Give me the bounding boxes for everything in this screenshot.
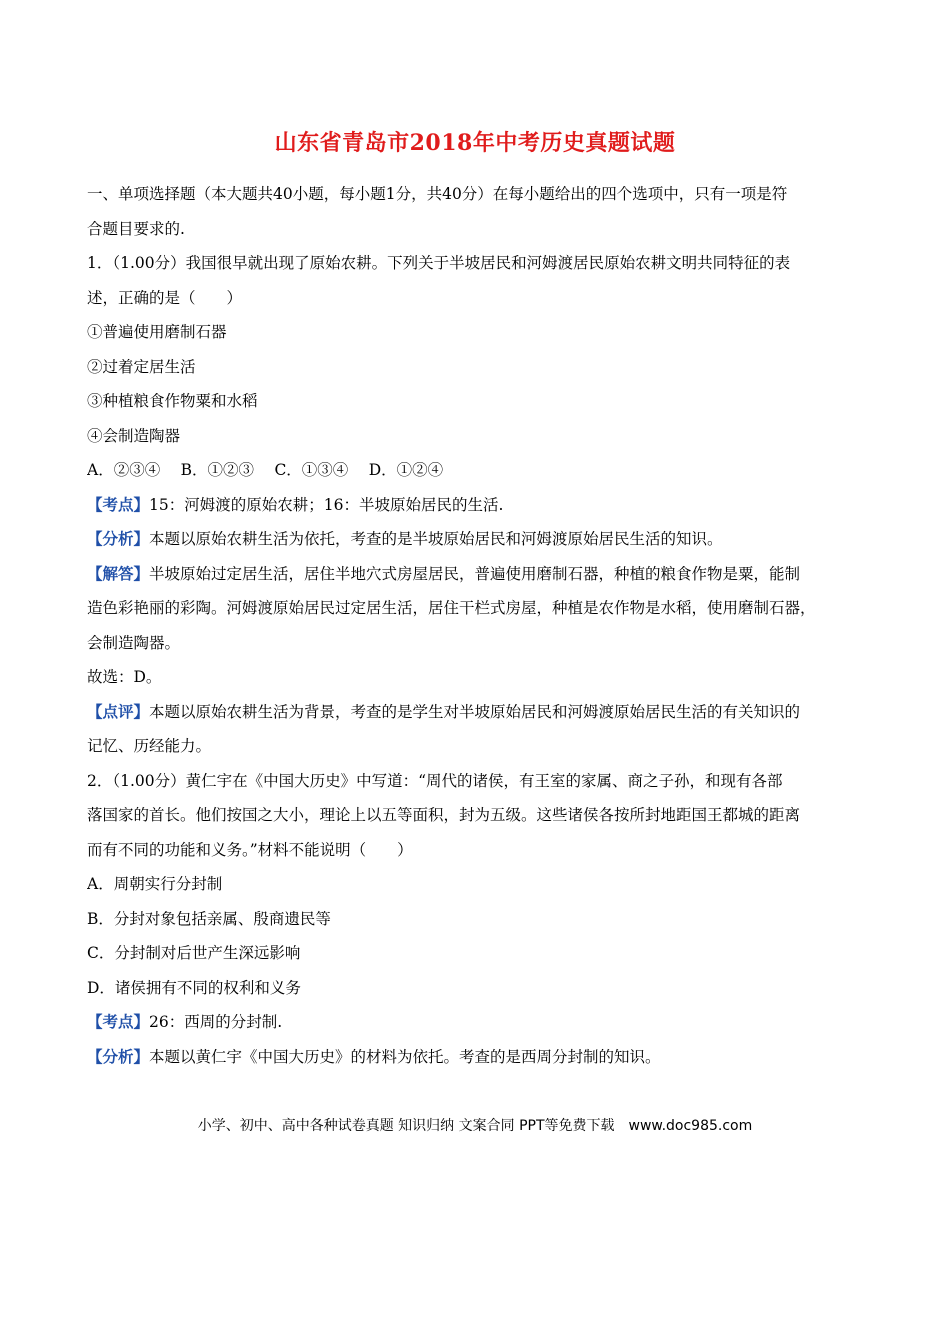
question-2-option: B．分封对象包括亲属、殷商遗民等 [87,909,331,928]
question-1-stem: 述，正确的是（ ） [87,288,243,307]
question-1-kaodian [87,488,867,523]
dianping-tag: 【点评】 [87,701,150,721]
question-2-fenxi [87,1040,867,1075]
fenxi-tag: 【分析】 [87,1046,150,1066]
question-2-kaodian [87,1005,867,1040]
question-1-item: ③种植粮食作物粟和水稻 [87,392,258,410]
question-2-stem: 落国家的首长。他们按国之大小，理论上以五等面积，封为五级。这些诸侯各按所封地距国王都城的距离 [87,806,801,824]
question-1-dianping-cont: 记忆、历经能力。 [87,737,212,755]
question-1-dianping [87,695,867,730]
kaodian-text: 26：西周的分封制. [149,1013,283,1031]
fenxi-tag: 【分析】 [87,529,150,548]
jieda-tag: 【解答】 [87,563,150,583]
question-1-jieda-cont: 造色彩艳丽的彩陶。河姆渡原始居民过定居生活，居住干栏式房屋，种植是农作物是水稻，使用磨制石器， [87,599,816,617]
fenxi-text: 本题以原始农耕生活为依托，考查的是半坡原始居民和河姆渡原始居民生活的知识。 [149,530,723,548]
question-1-item: ②过着定居生活 [87,357,196,376]
question-1-answer: 故选：D。 [87,668,162,686]
fenxi-text: 本题以黄仁宇《中国大历史》的材料为依托。考查的是西周分封制的知识。 [149,1047,661,1066]
page-title: 山东省青岛市2018年中考历史真题试题 [274,130,676,156]
section-intro-line: 一、单项选择题（本大题共40小题，每小题1分，共40分）在每小题给出的四个选项中，只有一项是符 [87,185,788,203]
jieda-text: 半坡原始过定居生活，居住半地穴式房屋居民，普遍使用磨制石器，种植的粮食作物是粟，能制 [149,564,801,583]
question-1-jieda [87,557,867,592]
question-2-option: C．分封制对后世产生深远影响 [87,944,301,962]
question-2-stem: 而有不同的功能和义务。”材料不能说明（ ） [87,840,413,859]
page-footer: 小学、初中、高中各种试卷真题 知识归纳 文案合同 PPT等免费下载 www.doc985.com [197,1118,753,1134]
question-2-option: D．诸侯拥有不同的权利和义务 [87,978,301,997]
question-1-jieda-cont: 会制造陶器。 [87,633,181,652]
question-1-options: A．②③④ B．①②③ C．①③④ D．①②④ [87,461,444,479]
document-body [87,177,867,1074]
question-1-item: ①普遍使用磨制石器 [87,323,227,341]
question-1-item: ④会制造陶器 [87,426,181,445]
question-1-fenxi [87,522,867,557]
question-1-stem: 1．（1.00分）我国很早就出现了原始农耕。下列关于半坡居民和河姆渡居民原始农耕文明共同特征的表 [87,254,791,272]
question-2-option: A．周朝实行分封制 [87,875,223,893]
kaodian-tag: 【考点】 [87,494,150,514]
section-intro-line: 合题目要求的. [87,219,185,238]
kaodian-text: 15：河姆渡的原始农耕；16：半坡原始居民的生活. [149,495,504,514]
question-2-stem: 2．（1.00分）黄仁宇在《中国大历史》中写道：“周代的诸侯，有王室的家属、商之子孙，和现有各部 [87,771,783,790]
kaodian-tag: 【考点】 [87,1012,150,1031]
dianping-text: 本题以原始农耕生活为背景，考查的是学生对半坡原始居民和河姆渡原始居民生活的有关知识的 [149,702,801,721]
